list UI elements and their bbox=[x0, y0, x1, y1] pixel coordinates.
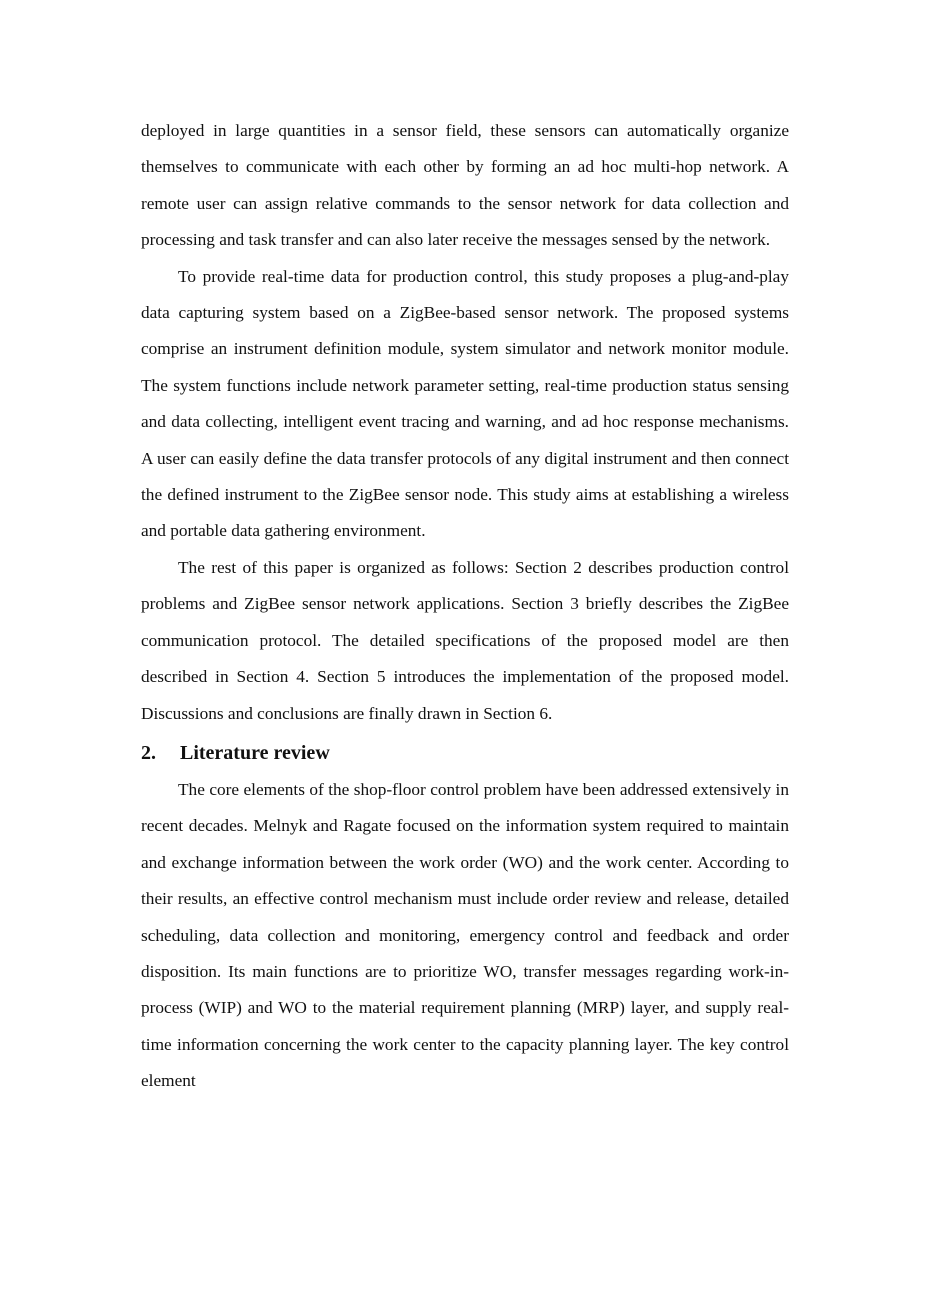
paragraph-literature-review: The core elements of the shop-floor control problem have been addressed extensively in recent decades. Melnyk and Ragate focused on the information system required to maintain and exchange information between the work order (WO) and the work center. According to their results, an effective control mechanism must include order review and release, detailed scheduling, data collection and monitoring, emergency control and feedback and order disposition. Its main functions are to prioritize WO, transfer messages regarding work-in-process (WIP) and WO to the material requirement planning (MRP) layer, and supply real-time information concerning the work center to the capacity planning layer. The key control element bbox=[141, 779, 789, 1091]
paragraph-sensor-deployment: deployed in large quantities in a sensor field, these sensors can automatically organize themselves to communicate with each other by forming an ad hoc multi-hop network. A remote user can assign relative commands to the sensor network for data collection and processing and task transfer and can also later receive the messages sensed by the network. bbox=[141, 121, 789, 250]
paragraph-proposed-system: To provide real-time data for production control, this study proposes a plug-and-play data capturing system based on a ZigBee-based sensor network. The proposed systems comprise an instrument definition module, system simulator and network monitor module. The system functions include network parameter setting, real-time production status sensing and data collecting, intelligent event tracing and warning, and ad hoc response mechanisms. A user can easily define the data transfer protocols of any digital instrument and then connect the defined instrument to the ZigBee sensor node. This study aims at establishing a wireless and portable data gathering environment. bbox=[141, 266, 789, 541]
section-title: Literature review bbox=[180, 741, 330, 764]
paragraph-paper-organization: The rest of this paper is organized as follows: Section 2 describes production control problems and ZigBee sensor network applications. Section 3 briefly describes the ZigBee communication protocol. The detailed specifications of the proposed model are then described in Section 4. Section 5 introduces the implementation of the proposed model. Discussions and conclusions are finally drawn in Section 6. bbox=[141, 557, 789, 723]
section-heading bbox=[141, 734, 789, 772]
section-number: 2. bbox=[141, 741, 156, 764]
document-page bbox=[141, 113, 789, 1100]
